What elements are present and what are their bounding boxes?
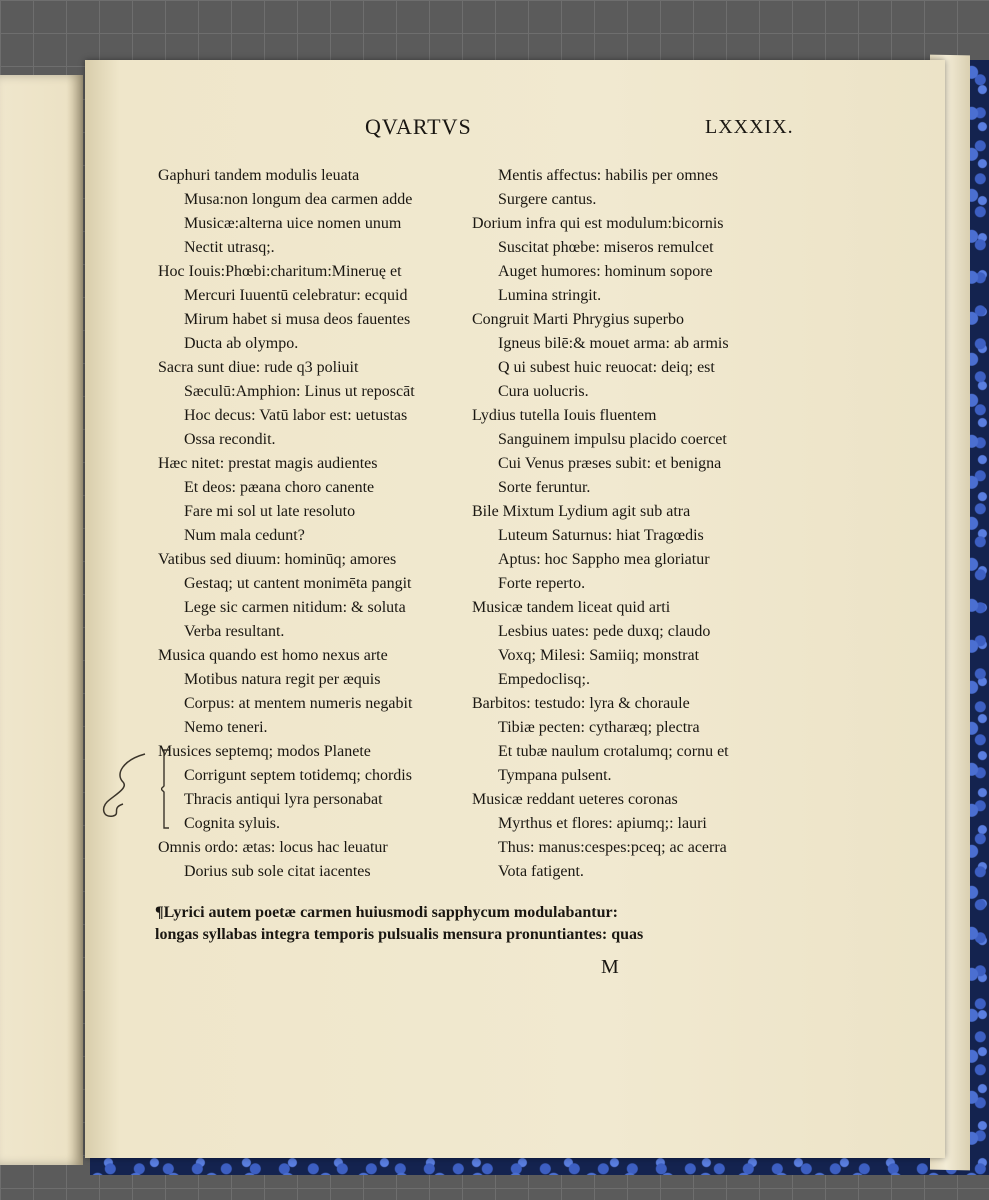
verse-line: Dorium infra qui est modulum:bicornis xyxy=(472,215,724,232)
verse-line: Cognita syluis. xyxy=(184,815,281,832)
verse-line: Verba resultant. xyxy=(184,623,285,640)
verse-line: Voxq; Milesi: Samiiq; monstrat xyxy=(498,647,700,664)
verse-line: Auget humores: hominum sopore xyxy=(498,263,713,280)
verse-line: Musa:non longum dea carmen adde xyxy=(184,191,413,208)
verse-line: Lydius tutella Iouis fluentem xyxy=(472,407,657,424)
verse-line: Et deos: pæana choro canente xyxy=(184,479,375,496)
paragraph-line: ¶Lyrici autem poetæ carmen huiusmodi sapphycum modulabantur: xyxy=(155,904,618,921)
verse-line: Motibus natura regit per æquis xyxy=(184,671,381,688)
verse-line: Musices septemq; modos Planete xyxy=(158,743,371,760)
left-column xyxy=(158,164,478,884)
verse-line: Congruit Marti Phrygius superbo xyxy=(472,311,684,328)
verse-line: Thus: manus:cespes:pceq; ac acerra xyxy=(498,839,727,856)
verse-line: Musicæ tandem liceat quid arti xyxy=(472,599,671,616)
verse-line: Sorte feruntur. xyxy=(498,479,591,496)
verse-line: Mirum habet si musa deos fauentes xyxy=(184,311,411,328)
verse-line: Musicæ:alterna uice nomen unum xyxy=(184,215,402,232)
verse-line: Q ui subest huic reuocat: deiq; est xyxy=(498,359,715,376)
verse-line: Corrigunt septem totidemq; chordis xyxy=(184,767,412,784)
prose-paragraph xyxy=(155,902,643,946)
verse-line: Mentis affectus: habilis per omnes xyxy=(498,167,719,184)
verse-line: Vatibus sed diuum: hominūq; amores xyxy=(158,551,397,568)
verse-line: Aptus: hoc Sappho mea gloriatur xyxy=(498,551,710,568)
verse-line: Sacra sunt diue: rude q3 poliuit xyxy=(158,359,359,376)
verse-line: Tympana pulsent. xyxy=(498,767,612,784)
verse-line: Lumina stringit. xyxy=(498,287,602,304)
running-head: QVARTVS xyxy=(365,114,472,139)
verse-line: Ducta ab olympo. xyxy=(184,335,299,352)
verse-line: Igneus bilē:& mouet arma: ab armis xyxy=(498,335,729,352)
verse-line: Corpus: at mentem numeris negabit xyxy=(184,695,413,712)
facing-page xyxy=(0,75,83,1165)
verse-line: Myrthus et flores: apiumq;: lauri xyxy=(498,815,707,832)
verse-line: Surgere cantus. xyxy=(498,191,597,208)
verse-line: Vota fatigent. xyxy=(498,863,584,880)
folio-number: LXXXIX. xyxy=(705,116,794,138)
verse-line: Et tubæ naulum crotalumq; cornu et xyxy=(498,743,729,760)
verse-line: Lege sic carmen nitidum: & soluta xyxy=(184,599,406,616)
verse-line: Luteum Saturnus: hiat Tragœdis xyxy=(498,527,704,544)
verse-line: Musicæ reddant ueteres coronas xyxy=(472,791,678,808)
verse-line: Musica quando est homo nexus arte xyxy=(158,647,388,664)
bracket-mark xyxy=(161,748,171,830)
right-column xyxy=(472,164,802,884)
verse-line: Cura uolucris. xyxy=(498,383,589,400)
verse-line: Hoc Iouis:Phœbi:charitum:Mineruę et xyxy=(158,263,402,280)
verse-line: Fare mi sol ut late resoluto xyxy=(184,503,356,520)
verse-line: Dorius sub sole citat iacentes xyxy=(184,863,371,880)
verse-line: Nemo teneri. xyxy=(184,719,268,736)
verse-line: Sanguinem impulsu placido coercet xyxy=(498,431,727,448)
verse-line: Barbitos: testudo: lyra & choraule xyxy=(472,695,690,712)
verse-line: Empedoclisq;. xyxy=(498,671,590,688)
verse-line: Gaphuri tandem modulis leuata xyxy=(158,167,360,184)
verse-line: Tibiæ pecten: cytharæq; plectra xyxy=(498,719,700,736)
verse-line: Sæculū:Amphion: Linus ut reposcāt xyxy=(184,383,415,400)
verse-line: Thracis antiqui lyra personabat xyxy=(184,791,383,808)
verse-line: Bile Mixtum Lydium agit sub atra xyxy=(472,503,691,520)
verse-line: Num mala cedunt? xyxy=(184,527,305,544)
verse-line: Ossa recondit. xyxy=(184,431,276,448)
marginal-annotation xyxy=(93,748,163,828)
book-page xyxy=(85,60,945,1158)
verse-line: Nectit utrasq;. xyxy=(184,239,275,256)
verse-line: Forte reperto. xyxy=(498,575,586,592)
verse-line: Hoc decus: Vatū labor est: uetustas xyxy=(184,407,408,424)
verse-line: Lesbius uates: pede duxq; claudo xyxy=(498,623,711,640)
verse-line: Omnis ordo: ætas: locus hac leuatur xyxy=(158,839,388,856)
verse-line: Mercuri Iuuentū celebratur: ecquid xyxy=(184,287,408,304)
verse-line: Hæc nitet: prestat magis audientes xyxy=(158,455,378,472)
verse-line: Cui Venus præses subit: et benigna xyxy=(498,455,722,472)
signature-mark: M xyxy=(601,956,619,978)
paragraph-line: longas syllabas integra temporis pulsualis mensura pronuntiantes: quas xyxy=(155,926,644,943)
verse-line: Suscitat phœbe: miseros remulcet xyxy=(498,239,714,256)
verse-line: Gestaq; ut cantent monimēta pangit xyxy=(184,575,412,592)
